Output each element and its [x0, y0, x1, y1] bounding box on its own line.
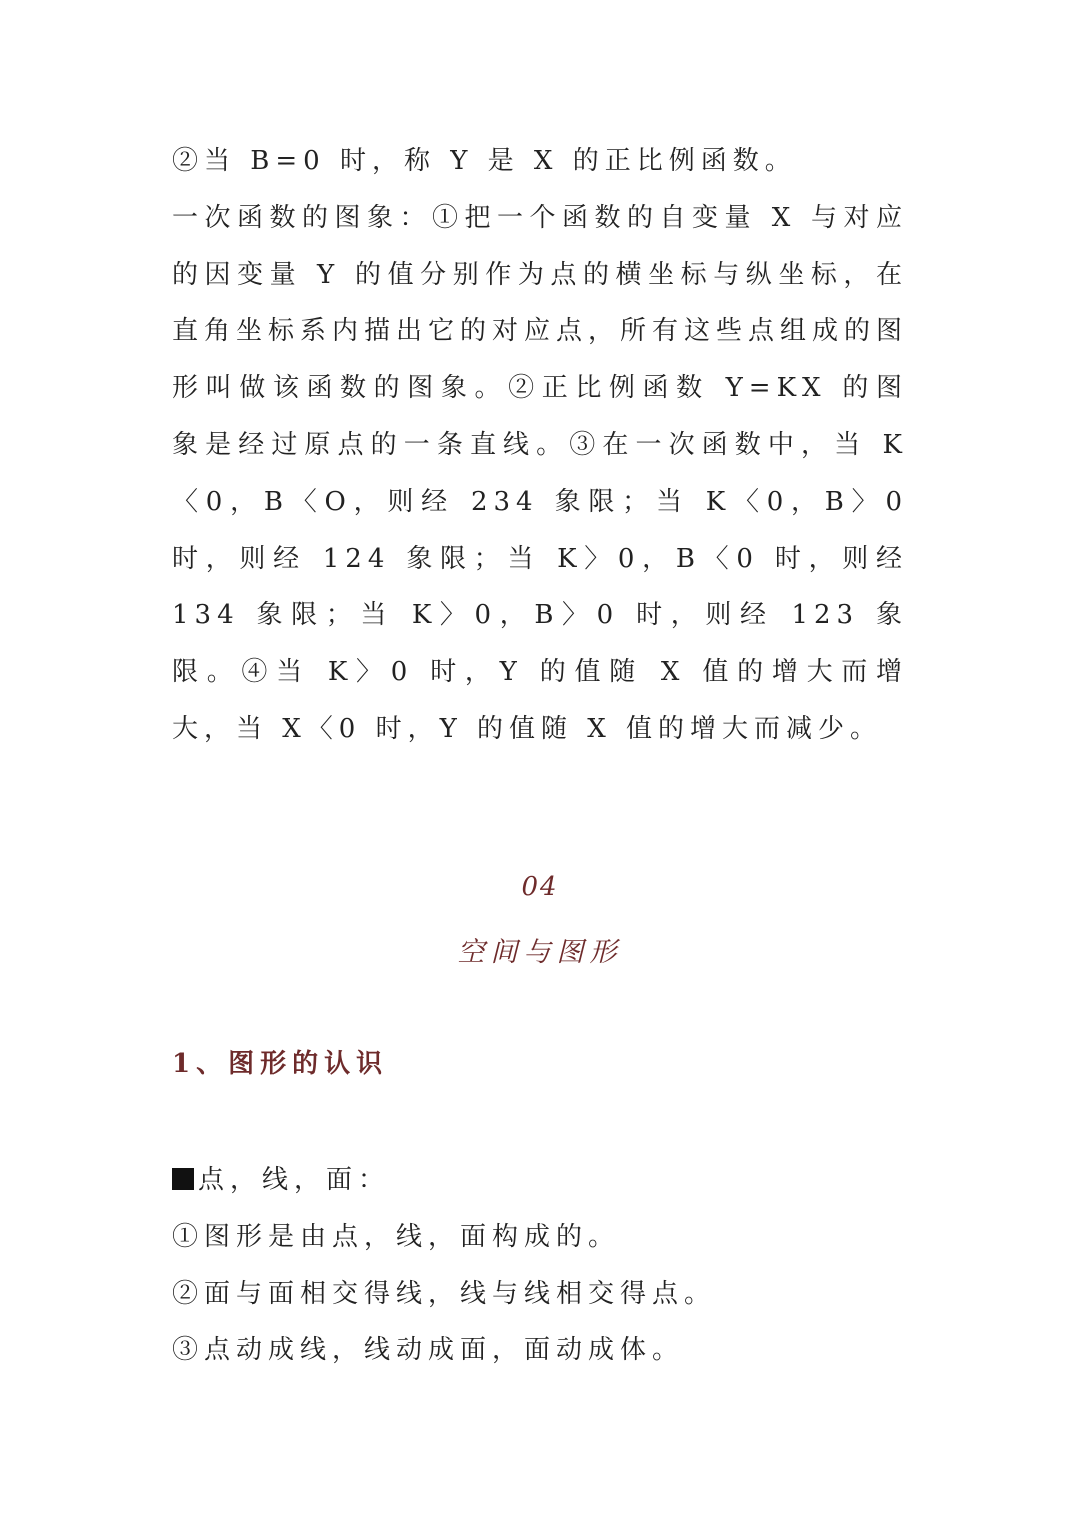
list-item: ①图形是由点，线，面构成的。	[172, 1221, 621, 1252]
paragraph-proportional-function: ②当 B=0 时，称 Y 是 X 的正比例函数。	[172, 146, 797, 176]
list-item: ②面与面相交得线，线与线相交得点。	[172, 1278, 717, 1309]
black-square-icon	[172, 1168, 194, 1190]
point-line-plane-list	[172, 1152, 908, 1379]
list-item: ③点动成线，线动成面，面动成体。	[172, 1335, 685, 1366]
subsection-heading: 1、图形的认识	[172, 1049, 389, 1079]
article-body	[172, 133, 908, 758]
section-title: 空间与图形	[457, 937, 623, 968]
list-title: 点，线，面：	[198, 1165, 391, 1195]
section-number: 04	[521, 872, 559, 902]
paragraph-linear-function-graph: 一次函数的图象：①把一个函数的自变量 X 与对应的因变量 Y 的值分别作为点的横坐标与纵坐标，在直角坐标系内描出它的对应点，所有这些点组成的图形叫做该函数的图象。②正比例函数 Y=KX 的图象是经过原点的一条直线。③在一次函数中，当 K〈0，B〈O，则经 234 象限；当 K〈0，B〉0 时，则经 124 象限；当 K〉0，B〈0 时，则经 134 象限；当 K〉0，B〉0 时，则经 123 象限。④当 K〉0 时，Y 的值随 X 值的增大而增大，当 X〈0 时，Y 的值随 X 值的增大而减少。	[172, 202, 909, 744]
list-title-row	[172, 1152, 908, 1209]
